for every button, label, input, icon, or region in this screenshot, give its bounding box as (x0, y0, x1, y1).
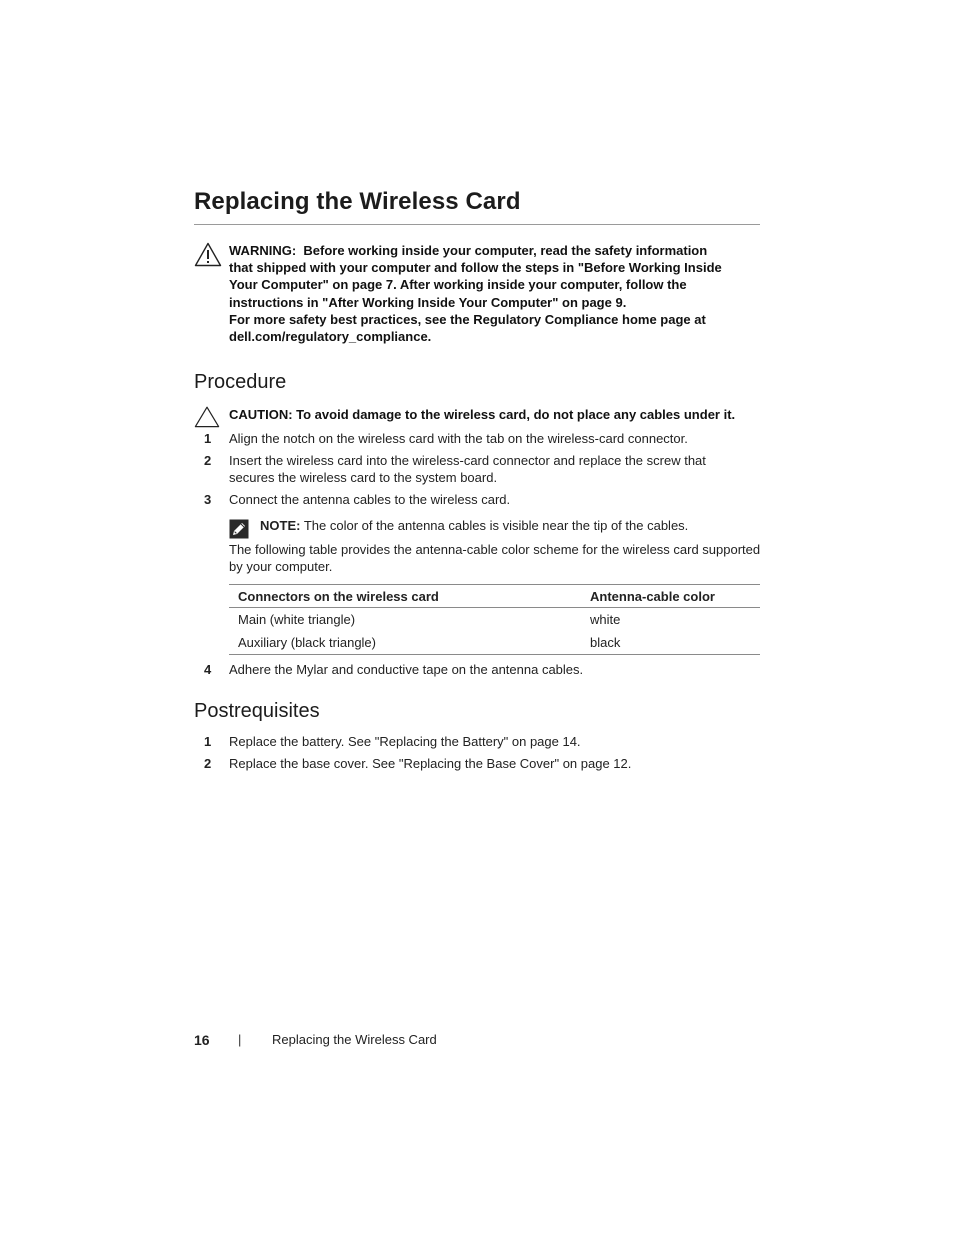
procedure-step (194, 491, 760, 508)
table-intro: The following table provides the antenna-cable color scheme for the wireless card supported by your computer. (229, 542, 761, 574)
step-number: 2 (204, 453, 212, 468)
step-text: Replace the base cover. See "Replacing the Base Cover" on page 12. (229, 756, 632, 771)
warning-triangle-icon (194, 242, 222, 272)
step-number: 4 (204, 662, 212, 677)
step-text: Connect the antenna cables to the wireless card. (229, 492, 511, 507)
footer-page-number: 16 (194, 1032, 210, 1048)
warning-line: instructions in "After Working Inside Your Computer" on page 9. (229, 294, 627, 310)
note-label: NOTE: (260, 518, 301, 533)
table-row (229, 631, 760, 655)
procedure-step (194, 661, 760, 678)
step-number: 3 (204, 492, 212, 507)
note-block (229, 517, 769, 534)
procedure-step (194, 452, 760, 486)
caution-text: CAUTION: To avoid damage to the wireless card, do not place any cables under it. (229, 407, 736, 422)
antenna-color-table (229, 584, 760, 655)
table-cell: Auxiliary (black triangle) (229, 631, 581, 655)
postrequisite-step (194, 733, 760, 750)
step-number: 2 (204, 756, 212, 771)
warning-text (229, 242, 764, 345)
postrequisites-heading: Postrequisites (194, 700, 320, 722)
footer-title: Replacing the Wireless Card (272, 1032, 437, 1047)
warning-line: Your Computer" on page 7. After working inside your computer, follow the (229, 277, 687, 293)
step-number: 1 (204, 431, 212, 446)
caution-triangle-icon (194, 406, 220, 433)
warning-line: For more safety best practices, see the Regulatory Compliance home page at (229, 311, 706, 327)
note-text (260, 517, 769, 534)
step-number: 1 (204, 734, 212, 749)
step-text: Replace the battery. See "Replacing the Battery" on page 14. (229, 734, 581, 749)
warning-line: WARNING: Before working inside your computer, read the safety information (229, 243, 708, 258)
warning-line: that shipped with your computer and follow the steps in "Before Working Inside (229, 260, 722, 276)
procedure-step (194, 430, 760, 447)
step-text: Insert the wireless card into the wireless-card connector and replace the screw that secures the wireless card to the system board. (229, 453, 706, 485)
postrequisite-step (194, 755, 760, 772)
table-row (229, 608, 760, 632)
note-body: The color of the antenna cables is visible near the tip of the cables. (300, 518, 689, 533)
table-cell: white (590, 612, 621, 627)
page-title: Replacing the Wireless Card (194, 188, 760, 225)
warning-block (194, 242, 764, 345)
note-pencil-icon (229, 519, 249, 543)
caution-block (194, 406, 774, 423)
step-text: Adhere the Mylar and conductive tape on the antenna cables. (229, 662, 584, 677)
table-cell: Main (white triangle) (238, 612, 356, 627)
warning-line: dell.com/regulatory_compliance. (229, 329, 432, 345)
table-header: Antenna-cable color (581, 585, 760, 608)
table-header-row (229, 585, 760, 608)
footer-separator: | (238, 1032, 242, 1047)
procedure-heading: Procedure (194, 371, 287, 393)
step-text: Align the notch on the wireless card with the tab on the wireless-card connector. (229, 431, 688, 446)
table-header: Connectors on the wireless card (229, 585, 581, 608)
table-cell: black (581, 631, 760, 655)
